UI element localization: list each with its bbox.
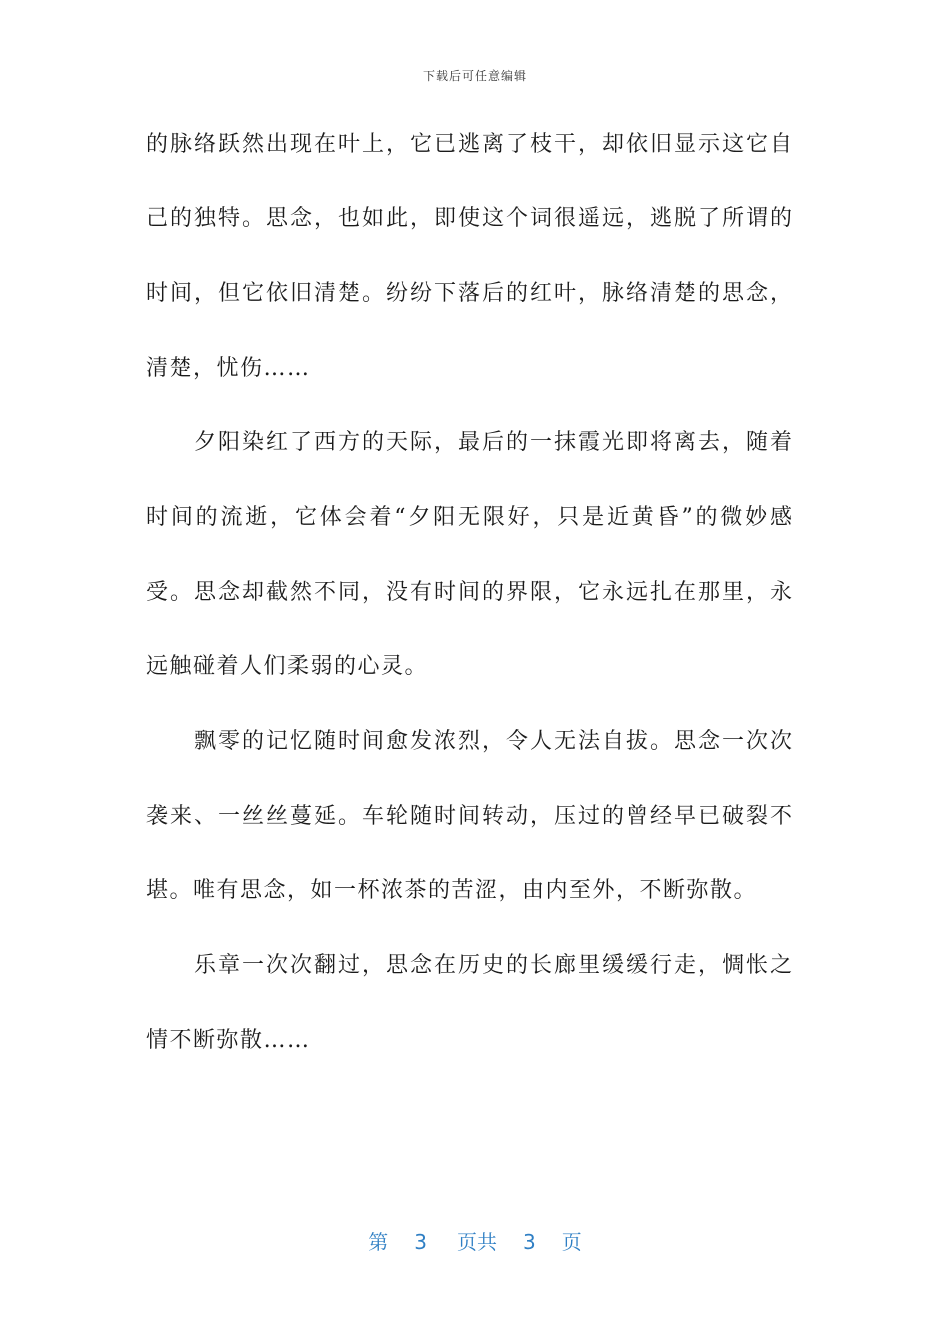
text-line: 乐章一次次翻过，思念在历史的长廊里缓缓行走，惆怅之	[194, 953, 792, 978]
text-line: 远触碰着人们柔弱的心灵。	[146, 654, 429, 679]
page-number-footer	[0, 1226, 950, 1255]
text-line: 时间的流逝，它体会着“夕阳无限好，只是近黄昏”的微妙感	[146, 505, 792, 530]
text-line: 袭来、一丝丝蔓延。车轮随时间转动，压过的曾经早已破裂不	[146, 804, 792, 829]
text-line: 夕阳染红了西方的天际，最后的一抹霞光即将离去，随着	[194, 430, 792, 455]
footer-prefix: 第	[368, 1230, 389, 1254]
page-header-note: 下载后可任意编辑	[422, 69, 527, 83]
text-line: 时间，但它依旧清楚。纷纷下落后的红叶，脉络清楚的思念，	[146, 281, 792, 306]
text-line: 受。思念却截然不同，没有时间的界限，它永远扎在那里，永	[146, 580, 792, 605]
text-line: 堪。唯有思念，如一杯浓茶的苦涩，由内至外，不断弥散。	[146, 878, 758, 903]
text-line: 清楚，忧伤……	[146, 356, 311, 381]
text-line: 的脉络跃然出现在叶上，它已逃离了枝干，却依旧显示这它自	[146, 132, 792, 157]
total-page-number: 3	[523, 1230, 536, 1254]
text-line: 情不断弥散……	[146, 1028, 311, 1053]
text-line: 己的独特。思念，也如此，即使这个词很遥远，逃脱了所谓的	[146, 206, 792, 231]
footer-middle: 页共	[457, 1230, 497, 1254]
text-line: 飘零的记忆随时间愈发浓烈，令人无法自拔。思念一次次	[194, 729, 792, 754]
footer-suffix: 页	[561, 1230, 582, 1254]
current-page-number: 3	[414, 1230, 427, 1254]
